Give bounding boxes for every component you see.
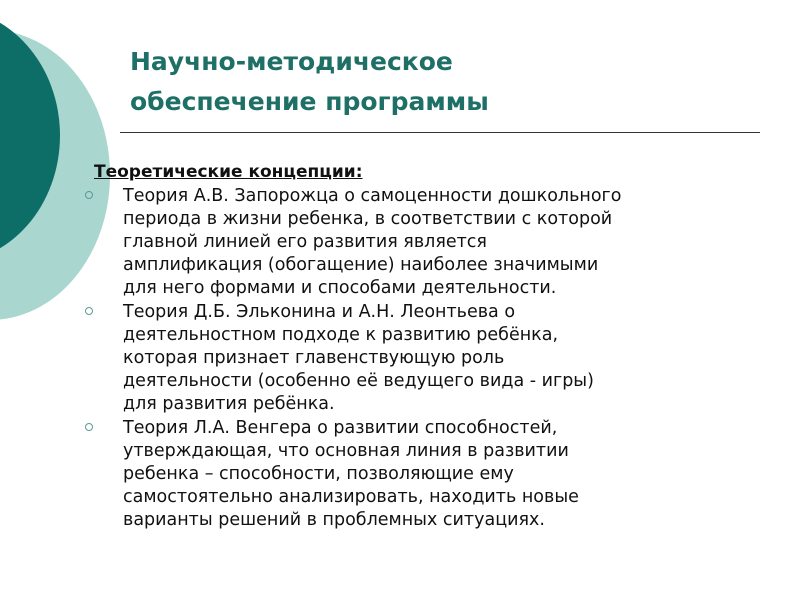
list-item-line: ребенка – способности, позволяющие ему bbox=[123, 464, 514, 484]
bullet-list bbox=[94, 185, 784, 532]
slide-title bbox=[130, 42, 690, 122]
list-item-line: амплификация (обогащение) наиболее значимыми bbox=[123, 255, 599, 275]
section-heading: Теоретические концепции: bbox=[94, 162, 363, 182]
list-item-line: периода в жизни ребенка, в соответствии с которой bbox=[123, 209, 613, 229]
title-line-1: Научно-методическое bbox=[130, 47, 453, 76]
list-item-line: Теория Д.Б. Эльконина и А.Н. Леонтьева о bbox=[123, 302, 516, 322]
list-item bbox=[94, 417, 784, 532]
title-line-2: обеспечение программы bbox=[130, 87, 489, 116]
list-item-line: самостоятельно анализировать, находить новые bbox=[123, 487, 579, 507]
list-item-line: утверждающая, что основная линия в развитии bbox=[123, 441, 569, 461]
list-item bbox=[94, 301, 784, 416]
list-item bbox=[94, 185, 784, 300]
list-item-line: Теория А.В. Запорожца о самоценности дошкольного bbox=[123, 186, 622, 206]
list-item-line: деятельности (особенно её ведущего вида - игры) bbox=[123, 371, 594, 391]
slide-content bbox=[94, 160, 784, 533]
title-divider bbox=[120, 132, 760, 133]
bullet-circle-icon bbox=[85, 307, 93, 315]
list-item-line: Теория Л.А. Венгера о развитии способностей, bbox=[123, 418, 558, 438]
list-item-line: которая признает главенствующую роль bbox=[123, 348, 505, 368]
list-item-line: деятельностном подходе к развитию ребёнка, bbox=[123, 325, 559, 345]
list-item-line: для развития ребёнка. bbox=[123, 394, 335, 414]
bullet-circle-icon bbox=[85, 191, 93, 199]
list-item-line: главной линией его развития является bbox=[123, 232, 487, 252]
list-item-line: варианты решений в проблемных ситуациях. bbox=[123, 510, 545, 530]
bullet-circle-icon bbox=[85, 423, 93, 431]
list-item-line: для него формами и способами деятельности. bbox=[123, 278, 557, 298]
